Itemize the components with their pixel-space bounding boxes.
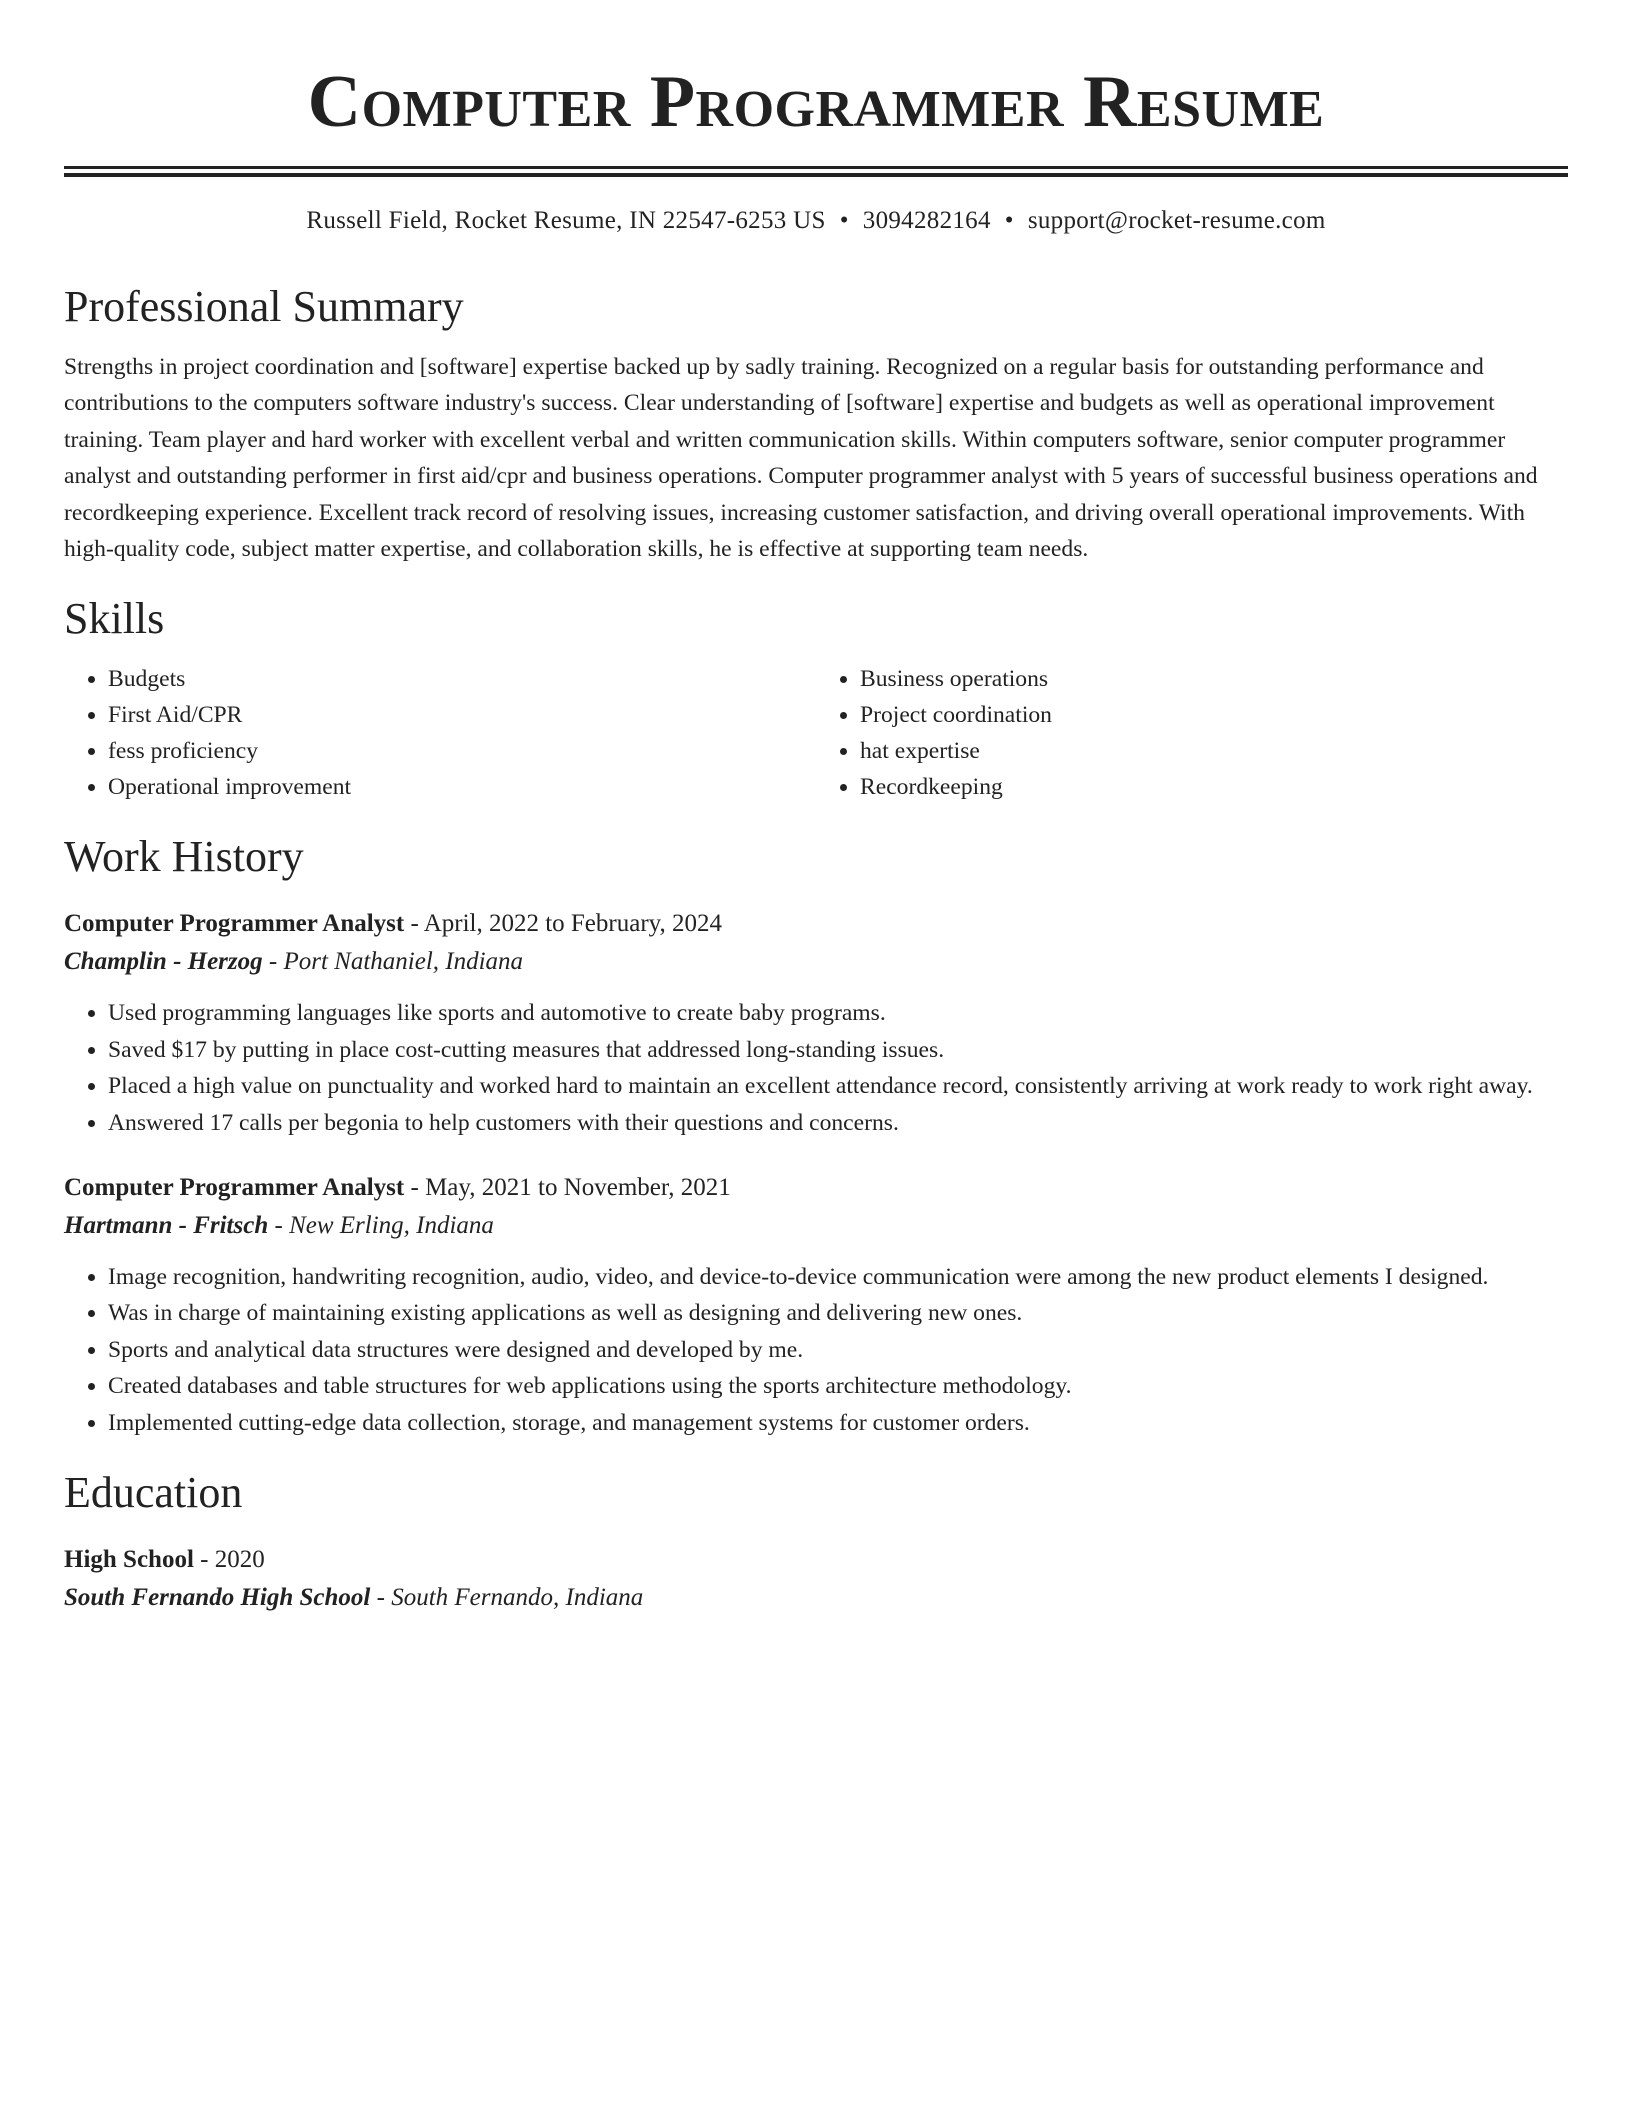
contact-separator: • bbox=[1004, 207, 1014, 234]
education-degree-line: High School - 2020 bbox=[64, 1546, 265, 1574]
education-degree: High School bbox=[64, 1546, 194, 1574]
skills-column-right bbox=[816, 661, 1568, 805]
education-location: South Fernando, Indiana bbox=[391, 1584, 644, 1612]
job-bullet: • Used programming languages like sports and automotive to create baby programs. bbox=[108, 995, 1568, 1031]
job-employer-line: Champlin - Herzog - Port Nathaniel, Indiana bbox=[64, 948, 524, 976]
job-location: Port Nathaniel, Indiana bbox=[283, 948, 524, 976]
education-section bbox=[64, 1467, 1568, 1615]
job-bullet: • Implemented cutting-edge data collection, storage, and management systems for customer orders. bbox=[108, 1405, 1568, 1441]
job-entry bbox=[64, 907, 1568, 1141]
job-entry bbox=[64, 1171, 1568, 1441]
job-bullets bbox=[64, 995, 1568, 1141]
job-title-line: Computer Programmer Analyst - May, 2021 to November, 2021 bbox=[64, 1174, 731, 1202]
work-history-section bbox=[64, 831, 1568, 1441]
job-location: New Erling, Indiana bbox=[289, 1212, 494, 1240]
section-heading-summary: Professional Summary bbox=[64, 282, 464, 331]
summary-text: Strengths in project coordination and [software] expertise backed up by sadly training. Recognized on a regular basis for outstanding performance and contributions to the computers software industry's success. Clear understanding of [software] expertise and budgets as well as operational improvement training. Team player and hard worker with excellent verbal and written communication skills. Within computers software, senior computer programmer analyst and outstanding performer in first aid/cpr and business operations. Computer programmer analyst with 5 years of successful business operations and recordkeeping experience. Excellent track record of resolving issues, increasing customer satisfaction, and driving overall operational improvements. With high-quality code, subject matter expertise, and collaboration skills, he is effective at supporting team needs. bbox=[64, 354, 1538, 563]
job-bullets bbox=[64, 1259, 1568, 1441]
skill-item: • Operational improvement bbox=[108, 769, 816, 805]
resume-title: Computer Programmer Resume bbox=[307, 61, 1325, 143]
job-bullet: • Created databases and table structures for web applications using the sports architecture methodology. bbox=[108, 1368, 1568, 1404]
job-dates: April, 2022 to February, 2024 bbox=[423, 910, 723, 938]
education-school: South Fernando High School bbox=[64, 1584, 371, 1612]
job-bullet: • Placed a high value on punctuality and worked hard to maintain an excellent attendance record, consistently arriving at work ready to work right away. bbox=[108, 1068, 1568, 1104]
job-title: Computer Programmer Analyst bbox=[64, 910, 405, 938]
job-bullet: • Was in charge of maintaining existing applications as well as designing and delivering new ones. bbox=[108, 1295, 1568, 1331]
section-heading-work: Work History bbox=[64, 832, 304, 882]
job-bullet: • Image recognition, handwriting recognition, audio, video, and device-to-device communication were among the new product elements I designed. bbox=[108, 1259, 1568, 1295]
skill-item: • First Aid/CPR bbox=[108, 697, 816, 733]
title-divider bbox=[64, 166, 1568, 169]
skill-item: • Budgets bbox=[108, 661, 816, 697]
job-title-line: Computer Programmer Analyst - April, 2022 to February, 2024 bbox=[64, 910, 723, 938]
job-title: Computer Programmer Analyst bbox=[64, 1174, 405, 1202]
education-year: 2020 bbox=[214, 1546, 265, 1574]
job-employer: Champlin - Herzog bbox=[64, 948, 263, 976]
skills-column-left bbox=[64, 661, 816, 805]
education-school-line: South Fernando High School - South Fernando, Indiana bbox=[64, 1584, 644, 1612]
skill-item: • Project coordination bbox=[860, 697, 1568, 733]
professional-summary-section bbox=[64, 281, 1568, 567]
skills-section bbox=[64, 593, 1568, 805]
skill-item: • hat expertise bbox=[860, 733, 1568, 769]
contact-separator: • bbox=[839, 207, 849, 234]
section-heading-education: Education bbox=[64, 1468, 243, 1518]
contact-email: support@rocket-resume.com bbox=[1027, 207, 1326, 234]
skill-item: • Business operations bbox=[860, 661, 1568, 697]
job-dates: May, 2021 to November, 2021 bbox=[425, 1174, 731, 1202]
job-employer: Hartmann - Fritsch bbox=[64, 1212, 269, 1240]
job-bullet: • Sports and analytical data structures were designed and developed by me. bbox=[108, 1332, 1568, 1368]
contact-line bbox=[64, 205, 1568, 237]
section-heading-skills: Skills bbox=[64, 594, 165, 644]
job-bullet: • Saved $17 by putting in place cost-cutting measures that addressed long-standing issues. bbox=[108, 1032, 1568, 1068]
skills-grid bbox=[64, 661, 1568, 805]
skill-item: • fess proficiency bbox=[108, 733, 816, 769]
job-employer-line: Hartmann - Fritsch - New Erling, Indiana bbox=[64, 1212, 494, 1240]
skill-item: • Recordkeeping bbox=[860, 769, 1568, 805]
contact-address: Russell Field, Rocket Resume, IN 22547-6253 US bbox=[306, 207, 826, 234]
contact-phone: 3094282164 bbox=[862, 207, 991, 234]
job-bullet: • Answered 17 calls per begonia to help customers with their questions and concerns. bbox=[108, 1105, 1568, 1141]
